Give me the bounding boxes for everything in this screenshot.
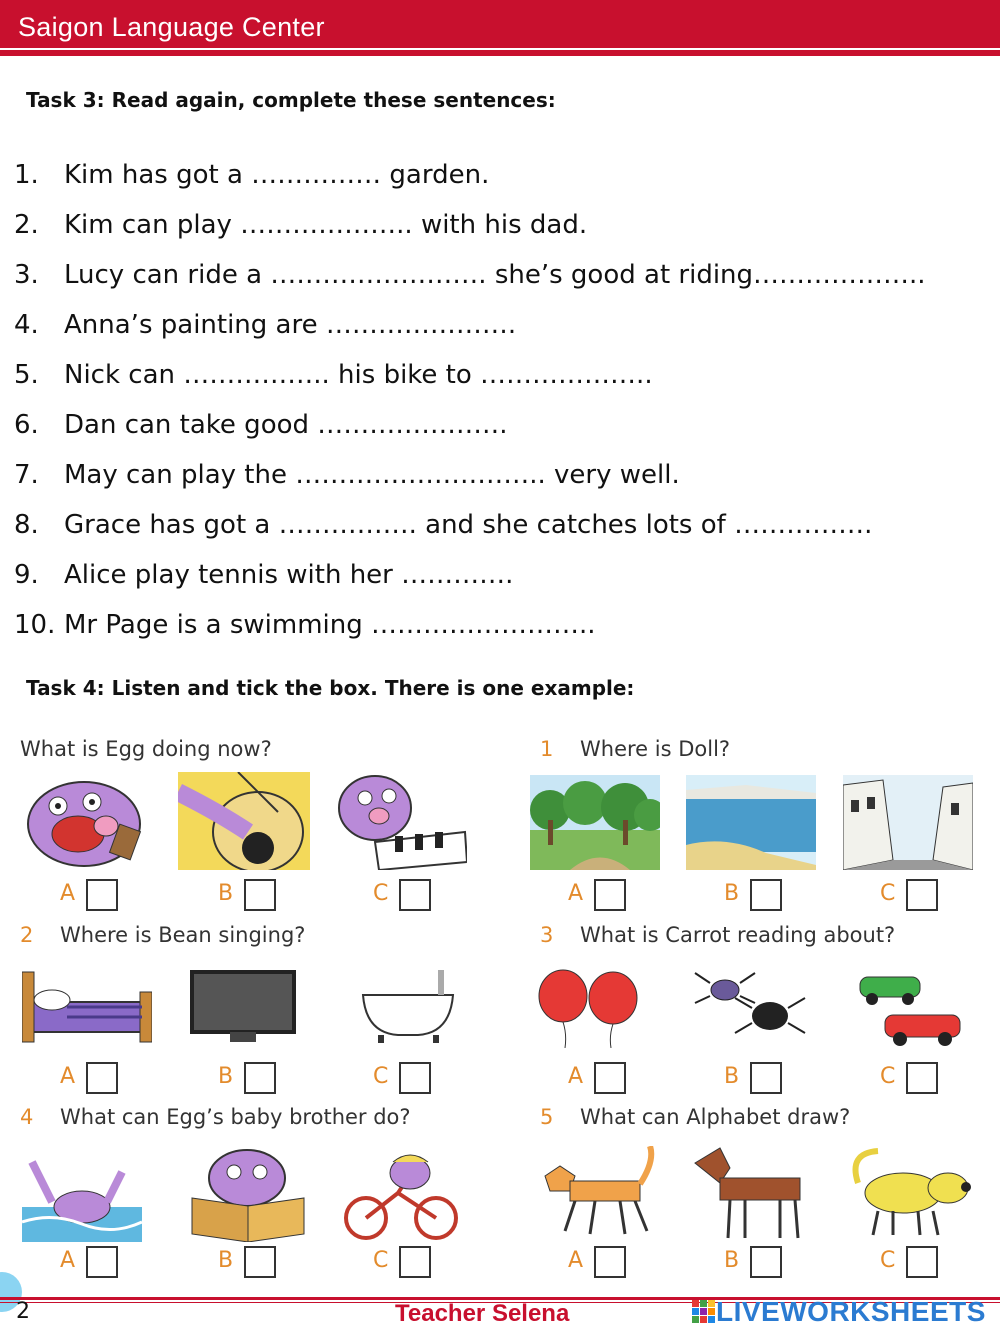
sentence-text: Nick can …………….. his bike to ……………….. — [64, 360, 653, 390]
sentence-text: May can play the ……………………….. very well. — [64, 460, 680, 490]
brand-text: LIVEWORKSHEETS — [716, 1296, 986, 1327]
sentence-number: 5. — [14, 360, 39, 390]
sentence-text: Grace has got a ……………. and she catches lots of ……………. — [64, 510, 873, 540]
tick-box[interactable] — [399, 1062, 431, 1094]
sentence-number: 8. — [14, 510, 39, 540]
balloons-picture — [535, 968, 645, 1048]
question-text: Where is Bean singing? — [60, 923, 306, 947]
option-letter: A — [568, 1064, 584, 1089]
sentence-text: Kim can play ……………….. with his dad. — [64, 210, 588, 240]
liveworksheets-logo[interactable] — [692, 1296, 986, 1328]
question-number: 3 — [540, 923, 554, 947]
sentence-item — [14, 406, 926, 456]
tick-box[interactable] — [906, 1246, 938, 1278]
sentence-number: 3. — [14, 260, 39, 290]
tick-box[interactable] — [750, 879, 782, 911]
sentence-text: Kim has got a …………… garden. — [64, 160, 490, 190]
question-text: What can Alphabet draw? — [580, 1105, 851, 1129]
cycling-picture — [338, 1148, 463, 1242]
swimming-picture — [22, 1152, 142, 1242]
tv-picture — [190, 970, 296, 1044]
tick-box[interactable] — [244, 1062, 276, 1094]
option-letter: C — [880, 1064, 896, 1089]
header-bar — [0, 0, 1000, 56]
cat-drawing-picture — [535, 1146, 660, 1242]
option-letter: A — [60, 881, 76, 906]
sentence-item — [14, 306, 926, 356]
option-letter: A — [568, 1248, 584, 1273]
sentence-number: 10. — [14, 610, 56, 640]
sentence-item — [14, 156, 926, 206]
tick-box[interactable] — [594, 879, 626, 911]
tick-box[interactable] — [594, 1062, 626, 1094]
tick-box[interactable] — [86, 1246, 118, 1278]
egg-eating-picture — [18, 772, 153, 870]
sentence-number: 1. — [14, 160, 39, 190]
tick-box[interactable] — [399, 1246, 431, 1278]
header-divider — [0, 48, 1000, 50]
sentence-item — [14, 606, 926, 656]
sentence-number: 6. — [14, 410, 39, 440]
task4-title: Task 4: Listen and tick the box. There is one example: — [26, 676, 635, 700]
dog-drawing-picture — [848, 1143, 973, 1241]
teacher-name: Teacher Selena — [395, 1300, 570, 1327]
horse-drawing-picture — [690, 1143, 815, 1241]
sentence-number: 7. — [14, 460, 39, 490]
tick-box[interactable] — [906, 879, 938, 911]
sentence-item — [14, 356, 926, 406]
tick-box[interactable] — [906, 1062, 938, 1094]
option-letter: C — [880, 881, 896, 906]
sentence-item — [14, 256, 926, 306]
option-letter: A — [60, 1248, 76, 1273]
center-name: Saigon Language Center — [18, 12, 325, 42]
sentence-text: Mr Page is a swimming …………………….. — [64, 610, 596, 640]
tick-box[interactable] — [244, 1246, 276, 1278]
option-letter: C — [880, 1248, 896, 1273]
option-letter: B — [724, 1248, 740, 1273]
option-letter: B — [724, 881, 740, 906]
option-letter: B — [218, 1064, 234, 1089]
option-letter: C — [373, 1248, 389, 1273]
option-letter: A — [60, 1064, 76, 1089]
sentence-item — [14, 556, 926, 606]
question-4 — [20, 1105, 411, 1129]
option-letter: C — [373, 881, 389, 906]
option-letter: B — [218, 1248, 234, 1273]
question-text: What can Egg’s baby brother do? — [60, 1105, 411, 1129]
sentence-text: Alice play tennis with her …………. — [64, 560, 514, 590]
task3-sentence-list — [14, 156, 926, 656]
sentence-number: 9. — [14, 560, 39, 590]
option-letter: A — [568, 881, 584, 906]
liveworksheets-icon — [692, 1300, 716, 1324]
park-picture — [530, 775, 660, 870]
tick-box[interactable] — [86, 879, 118, 911]
question-5 — [540, 1105, 850, 1129]
question-number: 4 — [20, 1105, 34, 1129]
question-text: Where is Doll? — [580, 737, 731, 761]
tick-box[interactable] — [399, 879, 431, 911]
bed-picture — [22, 962, 152, 1044]
question-2 — [20, 923, 305, 947]
bathtub-picture — [358, 965, 458, 1045]
sentence-item — [14, 506, 926, 556]
option-letter: B — [724, 1064, 740, 1089]
tick-box[interactable] — [244, 879, 276, 911]
page-number: 2 — [16, 1299, 30, 1324]
question-number: 2 — [20, 923, 34, 947]
question-number: 1 — [540, 737, 554, 761]
spiders-picture — [690, 968, 815, 1048]
sentence-text: Lucy can ride a ……………………. she’s good at riding……………….. — [64, 260, 926, 290]
option-letter: B — [218, 881, 234, 906]
sentence-number: 2. — [14, 210, 39, 240]
option-letter: C — [373, 1064, 389, 1089]
question-number: 5 — [540, 1105, 554, 1129]
question-3 — [540, 923, 895, 947]
tick-box[interactable] — [86, 1062, 118, 1094]
sentence-item — [14, 456, 926, 506]
sentence-item — [14, 206, 926, 256]
sentence-number: 4. — [14, 310, 39, 340]
tick-box[interactable] — [750, 1246, 782, 1278]
question-text: What is Carrot reading about? — [580, 923, 896, 947]
street-picture — [843, 775, 973, 870]
tick-box[interactable] — [594, 1246, 626, 1278]
tick-box[interactable] — [750, 1062, 782, 1094]
cars-picture — [850, 965, 968, 1050]
beach-picture — [686, 775, 816, 870]
task3-title: Task 3: Read again, complete these sentences: — [26, 88, 556, 112]
question-example — [20, 737, 272, 761]
question-1 — [540, 737, 730, 761]
reading-picture — [182, 1148, 314, 1242]
egg-guitar-picture — [178, 772, 310, 870]
sentence-text: Anna’s painting are …………………. — [64, 310, 517, 340]
question-text: What is Egg doing now? — [20, 737, 272, 761]
egg-piano-picture — [335, 772, 467, 870]
sentence-text: Dan can take good …………………. — [64, 410, 508, 440]
